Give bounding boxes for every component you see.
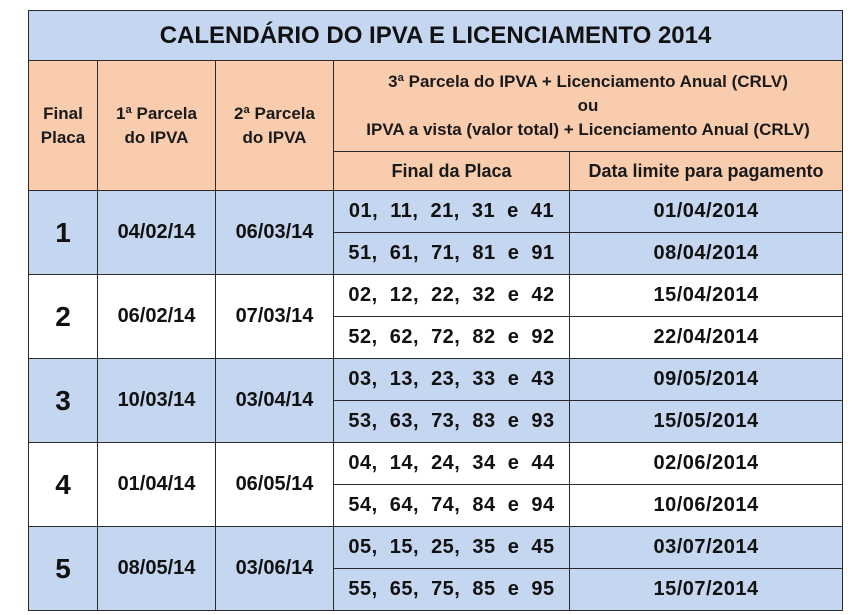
header-final-da-placa: Final da Placa (334, 152, 570, 191)
header-parcela-1 (98, 61, 216, 191)
parcela-2-cell: 07/03/14 (216, 275, 334, 359)
table-title: CALENDÁRIO DO IPVA E LICENCIAMENTO 2014 (29, 11, 843, 61)
ipva-calendar-table (28, 10, 843, 611)
parcela-1-cell: 08/05/14 (98, 527, 216, 611)
date-limit-cell: 15/07/2014 (570, 569, 843, 611)
plates-cell: 54, 64, 74, 84 e 94 (334, 485, 570, 527)
header-data-limite: Data limite para pagamento (570, 152, 843, 191)
date-limit-cell: 01/04/2014 (570, 191, 843, 233)
header-parcela-3-line2: ou (577, 96, 599, 115)
parcela-2-cell: 03/04/14 (216, 359, 334, 443)
plates-cell: 05, 15, 25, 35 e 45 (334, 527, 570, 569)
final-placa-cell: 1 (29, 191, 98, 275)
plates-cell: 55, 65, 75, 85 e 95 (334, 569, 570, 611)
date-limit-cell: 03/07/2014 (570, 527, 843, 569)
header-parcela-2-line2: do IPVA (242, 127, 307, 147)
table-row (29, 443, 843, 485)
parcela-1-cell: 01/04/14 (98, 443, 216, 527)
parcela-2-cell: 06/03/14 (216, 191, 334, 275)
final-placa-cell: 3 (29, 359, 98, 443)
parcela-2-cell: 03/06/14 (216, 527, 334, 611)
plates-cell: 53, 63, 73, 83 e 93 (334, 401, 570, 443)
parcela-2-cell: 06/05/14 (216, 443, 334, 527)
date-limit-cell: 15/05/2014 (570, 401, 843, 443)
table-row (29, 527, 843, 569)
plates-cell: 02, 12, 22, 32 e 42 (334, 275, 570, 317)
table-row (29, 191, 843, 233)
date-limit-cell: 15/04/2014 (570, 275, 843, 317)
header-final-placa-line1: Final (43, 103, 83, 123)
header-parcela-3-line3: IPVA a vista (valor total) + Licenciamento Anual (CRLV) (366, 120, 810, 139)
plates-cell: 03, 13, 23, 33 e 43 (334, 359, 570, 401)
header-parcela-3 (334, 61, 843, 152)
table-row (29, 275, 843, 317)
header-parcela-3-line1: 3ª Parcela do IPVA + Licenciamento Anual (CRLV) (388, 72, 788, 91)
header-parcela-2-line1: 2ª Parcela (234, 103, 315, 123)
parcela-1-cell: 04/02/14 (98, 191, 216, 275)
parcela-1-cell: 10/03/14 (98, 359, 216, 443)
header-final-placa-line2: Placa (40, 127, 86, 147)
final-placa-cell: 4 (29, 443, 98, 527)
final-placa-cell: 5 (29, 527, 98, 611)
date-limit-cell: 02/06/2014 (570, 443, 843, 485)
header-parcela-1-line2: do IPVA (124, 127, 189, 147)
date-limit-cell: 09/05/2014 (570, 359, 843, 401)
date-limit-cell: 08/04/2014 (570, 233, 843, 275)
plates-cell: 52, 62, 72, 82 e 92 (334, 317, 570, 359)
final-placa-cell: 2 (29, 275, 98, 359)
date-limit-cell: 22/04/2014 (570, 317, 843, 359)
plates-cell: 04, 14, 24, 34 e 44 (334, 443, 570, 485)
header-final-placa (29, 61, 98, 191)
table-row (29, 359, 843, 401)
plates-cell: 01, 11, 21, 31 e 41 (334, 191, 570, 233)
header-parcela-2 (216, 61, 334, 191)
plates-cell: 51, 61, 71, 81 e 91 (334, 233, 570, 275)
date-limit-cell: 10/06/2014 (570, 485, 843, 527)
parcela-1-cell: 06/02/14 (98, 275, 216, 359)
header-parcela-1-line1: 1ª Parcela (116, 103, 197, 123)
